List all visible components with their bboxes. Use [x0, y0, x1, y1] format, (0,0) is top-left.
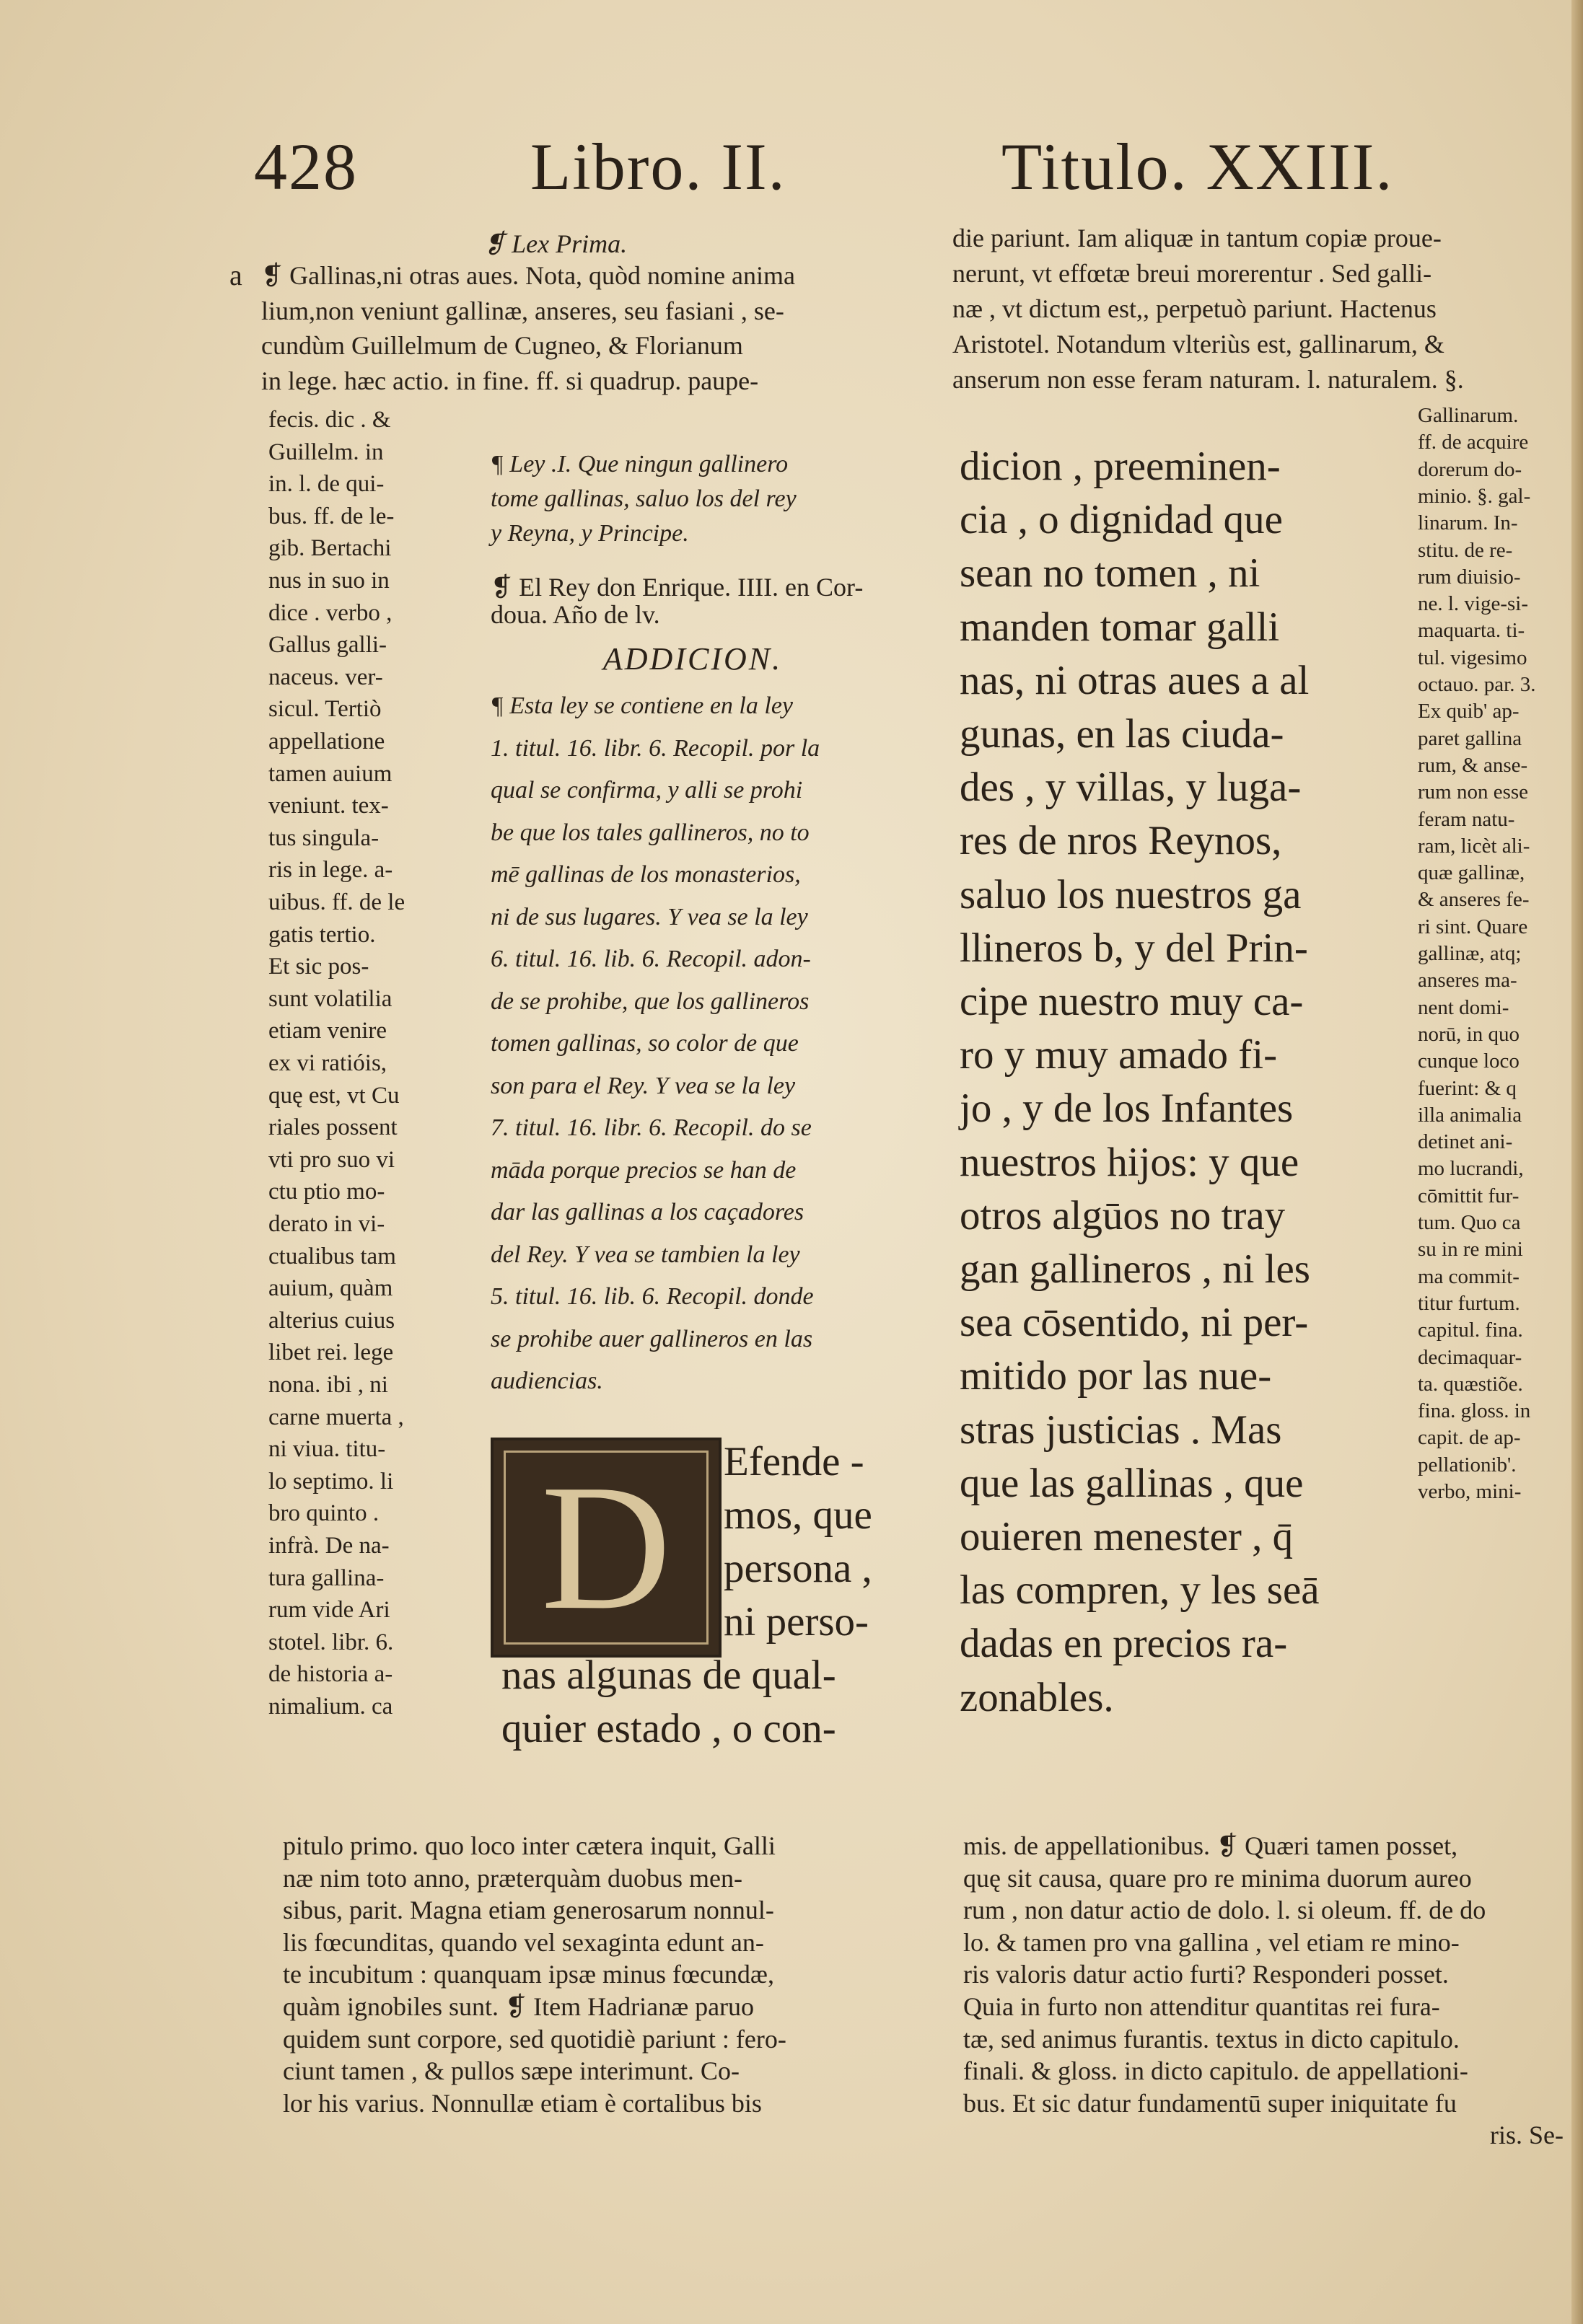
main-text-line: jo , y de los Infantes: [960, 1086, 1294, 1132]
law-source-line: doua. Año de lv.: [491, 600, 660, 629]
main-text-line: des , y villas, y luga-: [960, 765, 1302, 811]
gloss-line: Ex quib' ap-: [1418, 700, 1520, 723]
gloss-line: stitu. de re-: [1418, 538, 1513, 562]
gloss-line: lo septimo. li: [268, 1468, 394, 1495]
main-text-line: que las gallinas , que: [960, 1460, 1304, 1506]
main-text-line: manden tomar galli: [960, 604, 1280, 650]
gloss-line: ri sint. Quare: [1418, 915, 1528, 938]
text-line: lor his varius. Nonnullæ etiam è cortalibus bis: [283, 2088, 762, 2118]
gloss-line: fecis. dic . &: [268, 407, 391, 433]
gloss-line: tus singula-: [268, 824, 380, 851]
gloss-line: linarum. In-: [1418, 511, 1518, 535]
gloss-line: in. l. de qui-: [268, 471, 385, 498]
gloss-line: dice . verbo ,: [268, 599, 393, 626]
main-text-line: dicion , preeminen-: [960, 444, 1281, 489]
text-line: mis. de appellationibus. ❡ Quæri tamen posset,: [963, 1831, 1458, 1860]
addicion-line: tomen gallinas, so color de que: [491, 1030, 799, 1057]
note-marker: a: [229, 259, 242, 291]
gloss-line: fuerint: & q: [1418, 1076, 1517, 1100]
addicion-line: mē gallinas de los monasterios,: [491, 861, 801, 888]
main-text-line: stras justicias . Mas: [960, 1407, 1282, 1453]
book-heading: Libro. II.: [530, 130, 786, 203]
main-text-line: Efende -: [724, 1439, 864, 1484]
main-text-line: otros algūos no tray: [960, 1192, 1286, 1238]
main-text-line: llineros b, y del Prin-: [960, 925, 1308, 971]
law-heading-line: tome gallinas, saluo los del rey: [491, 485, 797, 512]
addicion-line: dar las gallinas a los caçadores: [491, 1199, 804, 1225]
addicion-line: son para el Rey. Y vea se la ley: [491, 1072, 796, 1099]
page-edge: [1571, 0, 1583, 2324]
gloss-line: nona. ibi , ni: [268, 1372, 388, 1398]
addicion-line: māda porque precios se han de: [491, 1156, 797, 1184]
gloss-line: sunt volatilia: [268, 985, 393, 1012]
main-text-line: mitido por las nue-: [960, 1353, 1272, 1399]
gloss-line: derato in vi-: [268, 1211, 385, 1237]
gloss-line: Et sic pos-: [268, 954, 369, 980]
main-text-line: res de nros Reynos,: [960, 818, 1282, 864]
gloss-line: maquarta. ti-: [1418, 619, 1525, 643]
gloss-line: paret gallina: [1418, 726, 1522, 750]
main-text-line: nas, ni otras aues a al: [960, 657, 1310, 703]
gloss-line: infrà. De na-: [268, 1533, 390, 1559]
gloss-line: illa animalia: [1418, 1103, 1522, 1127]
gloss-line: tul. vigesimo: [1418, 646, 1527, 669]
gloss-line: appellatione: [268, 729, 385, 754]
gloss-line: libet rei. lege: [268, 1339, 394, 1366]
main-text-line: mos, que: [724, 1492, 872, 1538]
gloss-line: rum non esse: [1418, 780, 1529, 804]
addicion-heading: ADDICION.: [602, 641, 783, 677]
gloss-line: Gallus galli-: [268, 632, 387, 659]
gloss-line: naceus. ver-: [268, 664, 383, 690]
law-source-line: ❡ El Rey don Enrique. IIII. en Cor-: [491, 573, 864, 602]
main-text-line: saluo los nuestros ga: [960, 871, 1302, 917]
text-line: die pariunt. Iam aliquæ in tantum copiæ proue-: [952, 224, 1442, 252]
addicion-line: ni de sus lugares. Y vea se la ley: [491, 903, 808, 930]
gloss-line: titur furtum.: [1418, 1291, 1520, 1315]
main-text-line: gan gallineros , ni les: [960, 1246, 1310, 1292]
gloss-line: mo lucrandi,: [1418, 1157, 1524, 1181]
gloss-line: bro quinto .: [268, 1500, 380, 1527]
gloss-line: gib. Bertachi: [268, 535, 392, 562]
addicion-line: 6. titul. 16. lib. 6. Recopil. adon-: [491, 946, 811, 972]
addicion-line: 5. titul. 16. lib. 6. Recopil. donde: [491, 1283, 814, 1310]
gloss-line: ff. de acquire: [1418, 431, 1529, 454]
main-text-line: las compren, y les seā: [960, 1567, 1320, 1614]
gloss-line: minio. §. gal-: [1418, 484, 1531, 508]
gloss-line: quę est, vt Cu: [268, 1082, 400, 1109]
gloss-line: rum diuisio-: [1418, 565, 1521, 589]
law-heading-line: ¶ Ley .I. Que ningun gallinero: [491, 451, 789, 477]
gloss-line: ta. quæstiõe.: [1418, 1372, 1523, 1396]
gloss-line: stotel. libr. 6.: [268, 1629, 394, 1655]
gloss-line: capit. de ap-: [1418, 1426, 1521, 1450]
gloss-line: Gallinarum.: [1418, 404, 1519, 427]
main-text-line: nuestros hijos: y que: [960, 1139, 1299, 1185]
addicion-line: se prohibe auer gallineros en las: [491, 1325, 813, 1352]
gloss-line: de historia a-: [268, 1661, 393, 1688]
addicion-line: be que los tales gallineros, no to: [491, 819, 810, 846]
gloss-line: su in re mini: [1418, 1238, 1523, 1262]
main-text-line: ni perso-: [724, 1599, 869, 1645]
gloss-line: verbo, mini-: [1418, 1480, 1522, 1503]
main-text-line: ro y muy amado fi-: [960, 1032, 1278, 1078]
main-text-line: quier estado , o con-: [501, 1706, 836, 1751]
gloss-line: pellationib'.: [1418, 1453, 1517, 1476]
text-line: quę sit causa, quare pro re minima duorum aureo: [963, 1863, 1472, 1893]
text-line: ❡ Gallinas,ni otras aues. Nota, quòd nomine anima: [261, 261, 796, 290]
gloss-line: anseres ma-: [1418, 969, 1517, 992]
text-line: finali. & gloss. in dicto capitulo. de appellationi-: [963, 2056, 1468, 2086]
gloss-line: quæ gallinæ,: [1418, 861, 1525, 885]
main-text-line: dadas en precios ra-: [960, 1621, 1288, 1667]
gloss-line: tamen auium: [268, 760, 393, 787]
text-line: ris valoris datur actio furti? Responderi posset.: [963, 1960, 1449, 1989]
text-line: ciunt tamen , & pullos sæpe interimunt. Co-: [283, 2056, 740, 2086]
lex-heading: ❡ Lex Prima.: [483, 229, 628, 258]
addicion-line: 7. titul. 16. libr. 6. Recopil. do se: [491, 1114, 812, 1141]
gloss-line: tum. Quo ca: [1418, 1211, 1521, 1234]
text-line: tæ, sed animus furantis. textus in dicto capitulo.: [963, 2024, 1460, 2054]
text-line: quidem sunt corpore, sed quotidiè pariunt : fero-: [283, 2024, 786, 2054]
gloss-line: Guillelm. in: [268, 439, 384, 465]
drop-cap: [491, 1438, 722, 1658]
text-line: næ , vt dictum est,, perpetuò pariunt. Hactenus: [952, 294, 1437, 323]
gloss-line: ctualibus tam: [268, 1243, 396, 1269]
gloss-line: nimalium. ca: [268, 1694, 393, 1720]
gloss-line: detinet ani-: [1418, 1130, 1513, 1154]
main-text-line: sean no tomen , ni: [960, 550, 1260, 597]
gloss-line: etiam venire: [268, 1018, 387, 1044]
gloss-line: auium, quàm: [268, 1275, 393, 1302]
text-line: quàm ignobiles sunt. ❡ Item Hadrianæ paruo: [283, 1992, 755, 2021]
text-line: ris. Se-: [1490, 2121, 1564, 2150]
gloss-line: capitul. fina.: [1418, 1319, 1523, 1342]
gloss-line: carne muerta ,: [268, 1404, 404, 1430]
law-heading-line: y Reyna, y Principe.: [491, 520, 689, 547]
main-text-line: ouieren menester , q̄: [960, 1514, 1294, 1559]
gloss-line: fina. gloss. in: [1418, 1399, 1531, 1423]
gloss-line: bus. ff. de le-: [268, 503, 395, 529]
addicion-line: ¶ Esta ley se contiene en la ley: [491, 692, 794, 719]
page-number: 428: [254, 130, 358, 203]
text-line: cundùm Guillelmum de Cugneo, & Florianum: [261, 331, 743, 360]
text-line: Quia in furto non attenditur quantitas rei fura-: [963, 1992, 1440, 2021]
drop-cap-letter: D: [540, 1447, 672, 1647]
gloss-line: ris in lege. a-: [268, 857, 393, 884]
addicion-line: qual se confirma, y alli se prohi: [491, 777, 803, 804]
gloss-line: ex vi ratióis,: [268, 1050, 387, 1076]
main-text-line: persona ,: [724, 1546, 872, 1591]
gloss-line: ctu ptio mo-: [268, 1179, 385, 1205]
addicion-line: 1. titul. 16. libr. 6. Recopil. por la: [491, 734, 820, 762]
text-line: næ nim toto anno, præterquàm duobus men-: [283, 1863, 742, 1893]
gloss-line: ma commit-: [1418, 1264, 1520, 1288]
text-line: bus. Et sic datur fundamentū super iniquitate fu: [963, 2088, 1457, 2118]
gloss-line: & anseres fe-: [1418, 888, 1530, 912]
gloss-line: nus in suo in: [268, 568, 390, 594]
gloss-line: nent domi-: [1418, 995, 1509, 1019]
gloss-line: rum vide Ari: [268, 1597, 390, 1624]
gloss-line: decimaquar-: [1418, 1345, 1522, 1369]
main-text-line: zonables.: [960, 1674, 1114, 1720]
main-text-line: cipe nuestro muy ca-: [960, 979, 1304, 1024]
addicion-line: de se prohibe, que los gallineros: [491, 987, 810, 1015]
addicion-line: audiencias.: [491, 1368, 603, 1394]
text-line: te incubitum : quanquam ipsæ minus fœcundæ,: [283, 1960, 774, 1989]
gloss-line: feram natu-: [1418, 807, 1515, 831]
gloss-line: tura gallina-: [268, 1564, 385, 1591]
title-heading: Titulo. XXIII.: [1001, 130, 1394, 203]
gloss-line: alterius cuius: [268, 1307, 395, 1334]
gloss-line: octauo. par. 3.: [1418, 673, 1536, 696]
text-line: lium,non veniunt gallinæ, anseres, seu fasiani , se-: [261, 296, 784, 325]
text-line: pitulo primo. quo loco inter cætera inquit, Galli: [283, 1831, 776, 1860]
text-line: sibus, parit. Magna etiam generosarum nonnul-: [283, 1896, 774, 1925]
gloss-line: riales possent: [268, 1114, 398, 1141]
main-text-line: sea cōsentido, ni per-: [960, 1300, 1309, 1346]
text-line: in lege. hæc actio. in fine. ff. si quadrup. paupe-: [261, 366, 759, 395]
gloss-line: ni viua. titu-: [268, 1436, 386, 1463]
gloss-line: uibus. ff. de le: [268, 889, 405, 915]
gloss-line: rum, & anse-: [1418, 753, 1528, 777]
main-text-line: cia , o dignidad que: [960, 497, 1283, 543]
text-line: nerunt, vt effœtæ breui morerentur . Sed galli-: [952, 259, 1432, 288]
addicion-line: del Rey. Y vea se tambien la ley: [491, 1241, 800, 1268]
text-line: rum , non datur actio de dolo. l. si oleum. ff. de do: [963, 1896, 1486, 1925]
text-line: lis fœcunditas, quando vel sexaginta edunt an-: [283, 1927, 764, 1957]
gloss-line: cunque loco: [1418, 1049, 1520, 1073]
gloss-line: ram, licèt ali-: [1418, 834, 1530, 858]
gloss-line: vti pro suo vi: [268, 1146, 395, 1173]
main-text-line: nas algunas de qual-: [501, 1652, 836, 1698]
gloss-line: veniunt. tex-: [268, 793, 389, 819]
gloss-line: gatis tertio.: [268, 921, 376, 948]
text-line: Aristotel. Notandum vlteriùs est, gallinarum, &: [952, 330, 1444, 358]
gloss-line: norū, in quo: [1418, 1022, 1520, 1046]
text-line: anserum non esse feram naturam. l. naturalem. §.: [952, 365, 1464, 394]
gloss-line: dorerum do-: [1418, 457, 1522, 481]
gloss-line: sicul. Tertiò: [268, 696, 382, 723]
text-line: lo. & tamen pro vna gallina , vel etiam re mino-: [963, 1927, 1460, 1957]
gloss-line: cōmittit fur-: [1418, 1184, 1520, 1207]
main-text-line: gunas, en las ciuda-: [960, 711, 1284, 757]
gloss-line: ne. l. vige-si-: [1418, 592, 1529, 616]
gloss-line: gallinæ, atq;: [1418, 942, 1522, 965]
